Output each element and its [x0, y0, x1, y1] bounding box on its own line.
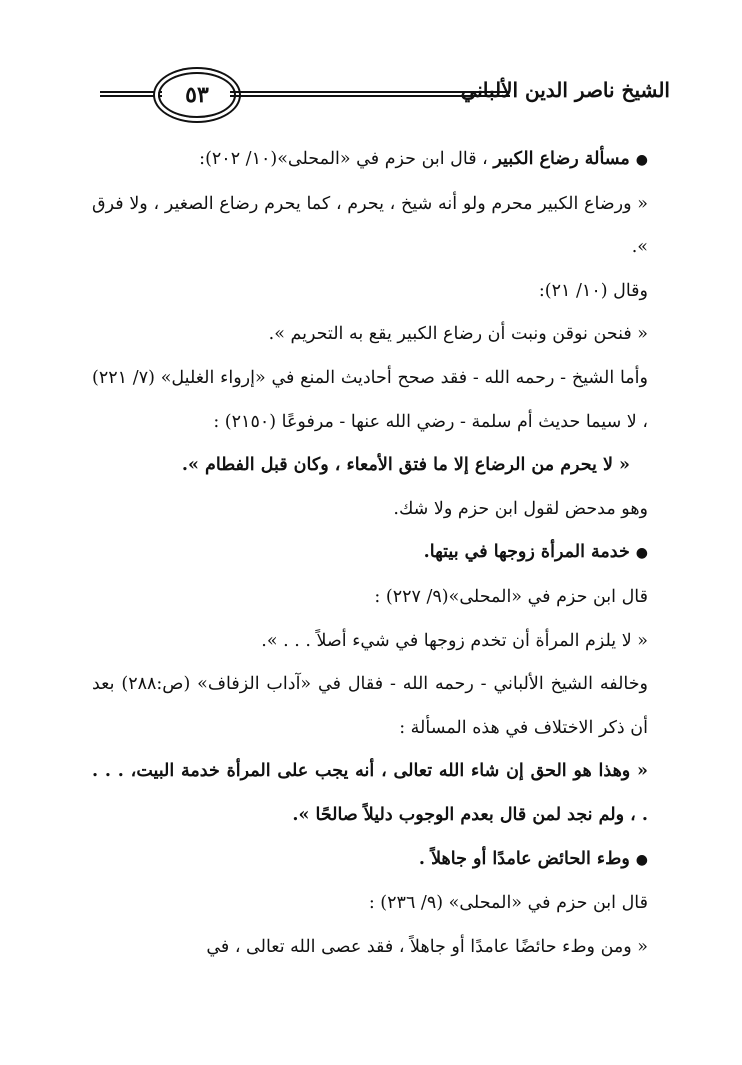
running-title: الشيخ ناصر الدين الألباني [460, 78, 670, 102]
paragraph: وقال (١٠/ ٢١): [538, 280, 648, 301]
page-body [92, 138, 670, 969]
paragraph: وأما الشيخ - رحمه الله - فقد صحح أحاديث المنع في «إرواء الغليل» (٧/ ٢٢١) ، لا سيما حديث أم سلمة - رضي الله عنها - مرفوعًا (٢١٥٠) : [92, 367, 648, 432]
section-heading: مسألة رضاع الكبير [493, 149, 630, 169]
section-heading: ● وطء الحائض عامدًا أو جاهلاً . [92, 838, 670, 883]
paragraph [92, 138, 670, 183]
header-rule-left [100, 91, 162, 97]
page-header [100, 68, 670, 124]
hadith-quote: « لا يحرم من الرضاع إلا ما فتق الأمعاء ، وكان قبل الفطام ». [181, 455, 630, 476]
quote-paragraph: « فنحن نوقن ونبت أن رضاع الكبير يقع به التحريم ». [268, 324, 648, 345]
paragraph: وخالفه الشيخ الألباني - رحمه الله - فقال في «آداب الزفاف» (ص:٢٨٨) بعد أن ذكر الاختلاف في هذه المسألة : [92, 674, 648, 738]
page-number: ٥٣ [158, 72, 236, 118]
section-heading: ● خدمة المرأة زوجها في بيتها. [92, 531, 670, 576]
paragraph: وهو مدحض لقول ابن حزم ولا شك. [393, 498, 648, 519]
quote-paragraph: « وهذا هو الحق إن شاء الله تعالى ، أنه يجب على المرأة خدمة البيت، . . . . ، ولم نجد لمن قال بعدم الوجوب دليلاً صالحًا ». [92, 761, 648, 825]
paragraph: قال ابن حزم في «المحلى» (٩/ ٢٣٦) : [368, 893, 648, 914]
quote-paragraph: « لا يلزم المرأة أن تخدم زوجها في شيء أصلاً . . . ». [261, 630, 648, 651]
paragraph: قال ابن حزم في «المحلى»(٩/ ٢٢٧) : [374, 586, 648, 607]
quote-paragraph: « ورضاع الكبير محرم ولو أنه شيخ ، يحرم ، كما يحرم رضاع الصغير ، ولا فرق ». [92, 193, 648, 258]
quote-paragraph: « ومن وطء حائضًا عامدًا أو جاهلاً ، فقد عصى الله تعالى ، في [206, 936, 648, 957]
text-line: ، قال ابن حزم في «المحلى»(١٠/ ٢٠٢): [199, 149, 488, 169]
